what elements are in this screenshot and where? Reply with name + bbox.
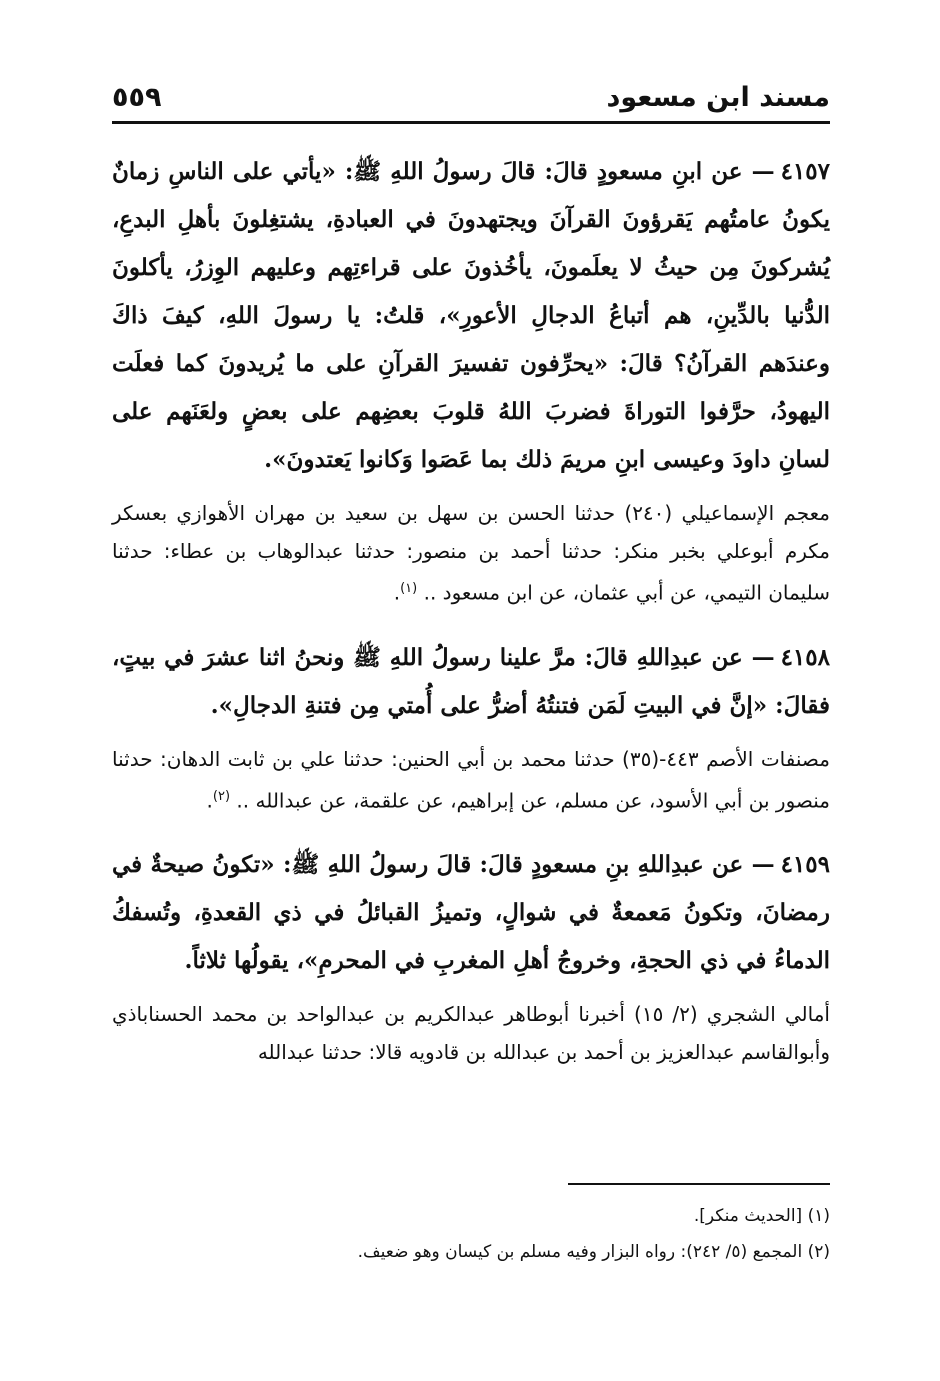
source-text: مصنفات الأصم ٤٤٣-(٣٥) حدثنا محمد بن أبي الحنين: حدثنا علي بن ثابت الدهان: حدثنا منصور بن أبي الأسود، عن مسلم، عن إبراهيم، عن علقمة، عن عبدالله .. xyxy=(112,746,830,813)
page-body xyxy=(112,148,830,1083)
running-title: مسند ابن مسعود xyxy=(606,82,830,113)
hadith-number: ٤١٥٧ xyxy=(780,158,830,185)
source-text: أمالي الشجري (٢/ ١٥) أخبرنا أبوطاهر عبدالكريم بن عبدالواحد بن محمد الحسناباذي وأبوالقاسم عبدالعزيز بن أحمد بن عبدالله بن قادويه قالا: حدثنا عبدالله xyxy=(112,1002,830,1065)
hadith-source xyxy=(112,995,830,1071)
spacer xyxy=(112,831,830,841)
hadith-text: — عن ابنِ مسعودٍ قالَ: قالَ رسولُ اللهِ ﷺ: «يأتي على الناسِ زمانٌ يكونُ عامتُهم يَقرؤونَ القرآنَ ويجتهدونَ في العبادةِ، يشتغِلونَ بأهلِ البدعِ، يُشركونَ مِن حيثُ لا يعلَمونَ، يأخُذونَ على قراءتِهم وعليهم الوِزرُ، يأكلونَ الدُّنيا بالدِّينِ، هم أتباعُ الدجالِ الأعورِ»، قلتُ: يا رسولَ اللهِ، كيفَ ذاكَ وعندَهم القرآنُ؟ قالَ: «يحرِّفون تفسيرَ القرآنِ على ما يُريدونَ كما فعلَت اليهودُ، حرَّفوا التوراةَ فضربَ اللهُ قلوبَ بعضِهم على بعضٍ ولعَنَهم على لسانِ داودَ وعيسى ابنِ مريمَ ذلك بما عَصَوا وَكانوا يَعتدونَ». xyxy=(112,158,830,473)
footnote-ref[interactable]: (٢) xyxy=(212,788,231,804)
footnote-2: (٢) المجمع (٥/ ٢٤٢): رواه البزار وفيه مسلم بن كيسان وهو ضعيف. xyxy=(357,1242,830,1262)
hadith-4158 xyxy=(112,634,830,730)
header-divider xyxy=(112,121,830,124)
footnote-ref[interactable]: (١) xyxy=(400,581,418,596)
hadith-4157 xyxy=(112,148,830,484)
spacer xyxy=(112,624,830,634)
page-header xyxy=(112,78,830,122)
page-number: ٥٥٩ xyxy=(112,82,162,113)
footnote-divider xyxy=(568,1183,830,1185)
hadith-number: ٤١٥٩ xyxy=(780,851,830,879)
footnote-1: (١) [الحديث منكر]. xyxy=(693,1206,830,1226)
hadith-number: ٤١٥٨ xyxy=(780,643,830,671)
hadith-source: مصنفات الأصم ٤٤٣-(٣٥) حدثنا محمد بن أبي الحنين: حدثنا علي بن ثابت الدهان: حدثنا منصور بن أبي الأسود، عن مسلم، عن إبراهيم، عن علقمة، عن عبدالله .. $^{(٢)}$. xyxy=(112,746,830,813)
hadith-4159 xyxy=(112,841,830,985)
source-text: معجم الإسماعيلي (٢٤٠) حدثنا الحسن بن سهل بن سعيد بن مهران الأهوازي بعسكر مكرم أبوعلي بخبر منكر: حدثنا أحمد بن منصور: حدثنا عبدالوهاب بن عطاء: حدثنا سليمان التيمي، عن أبي عثمان، عن ابن مسعود .. xyxy=(112,501,830,605)
hadith-text: — عن عبدِاللهِ بنِ مسعودٍ قالَ: قالَ رسولُ اللهِ ﷺ: «تكونُ صيحةٌ في رمضانَ، وتكونُ مَعمعةٌ في شوالٍ، وتميزُ القبائلُ في ذي القعدةِ، وتُسفكُ الدماءُ في ذي الحجةِ، وخروجُ أهلِ المغربِ في المحرمِ»، يقولُها ثلاثاً. xyxy=(112,851,830,975)
footnotes xyxy=(112,1198,830,1270)
hadith-source: معجم الإسماعيلي (٢٤٠) حدثنا الحسن بن سهل بن سعيد بن مهران الأهوازي بعسكر مكرم أبوعلي بخبر منكر: حدثنا أحمد بن منصور: حدثنا عبدالوهاب بن عطاء: حدثنا سليمان التيمي، عن أبي عثمان، عن ابن مسعود .. $^{(١)}$. xyxy=(112,501,830,605)
hadith-text: — عن عبدِاللهِ قالَ: مرَّ علينا رسولُ اللهِ ﷺ ونحنُ اثنا عشرَ في بيتٍ، فقالَ: «إنَّ في البيتِ لَمَن فتنتُهُ أضرُّ على أُمتي مِن فتنةِ الدجالِ». xyxy=(112,643,830,719)
